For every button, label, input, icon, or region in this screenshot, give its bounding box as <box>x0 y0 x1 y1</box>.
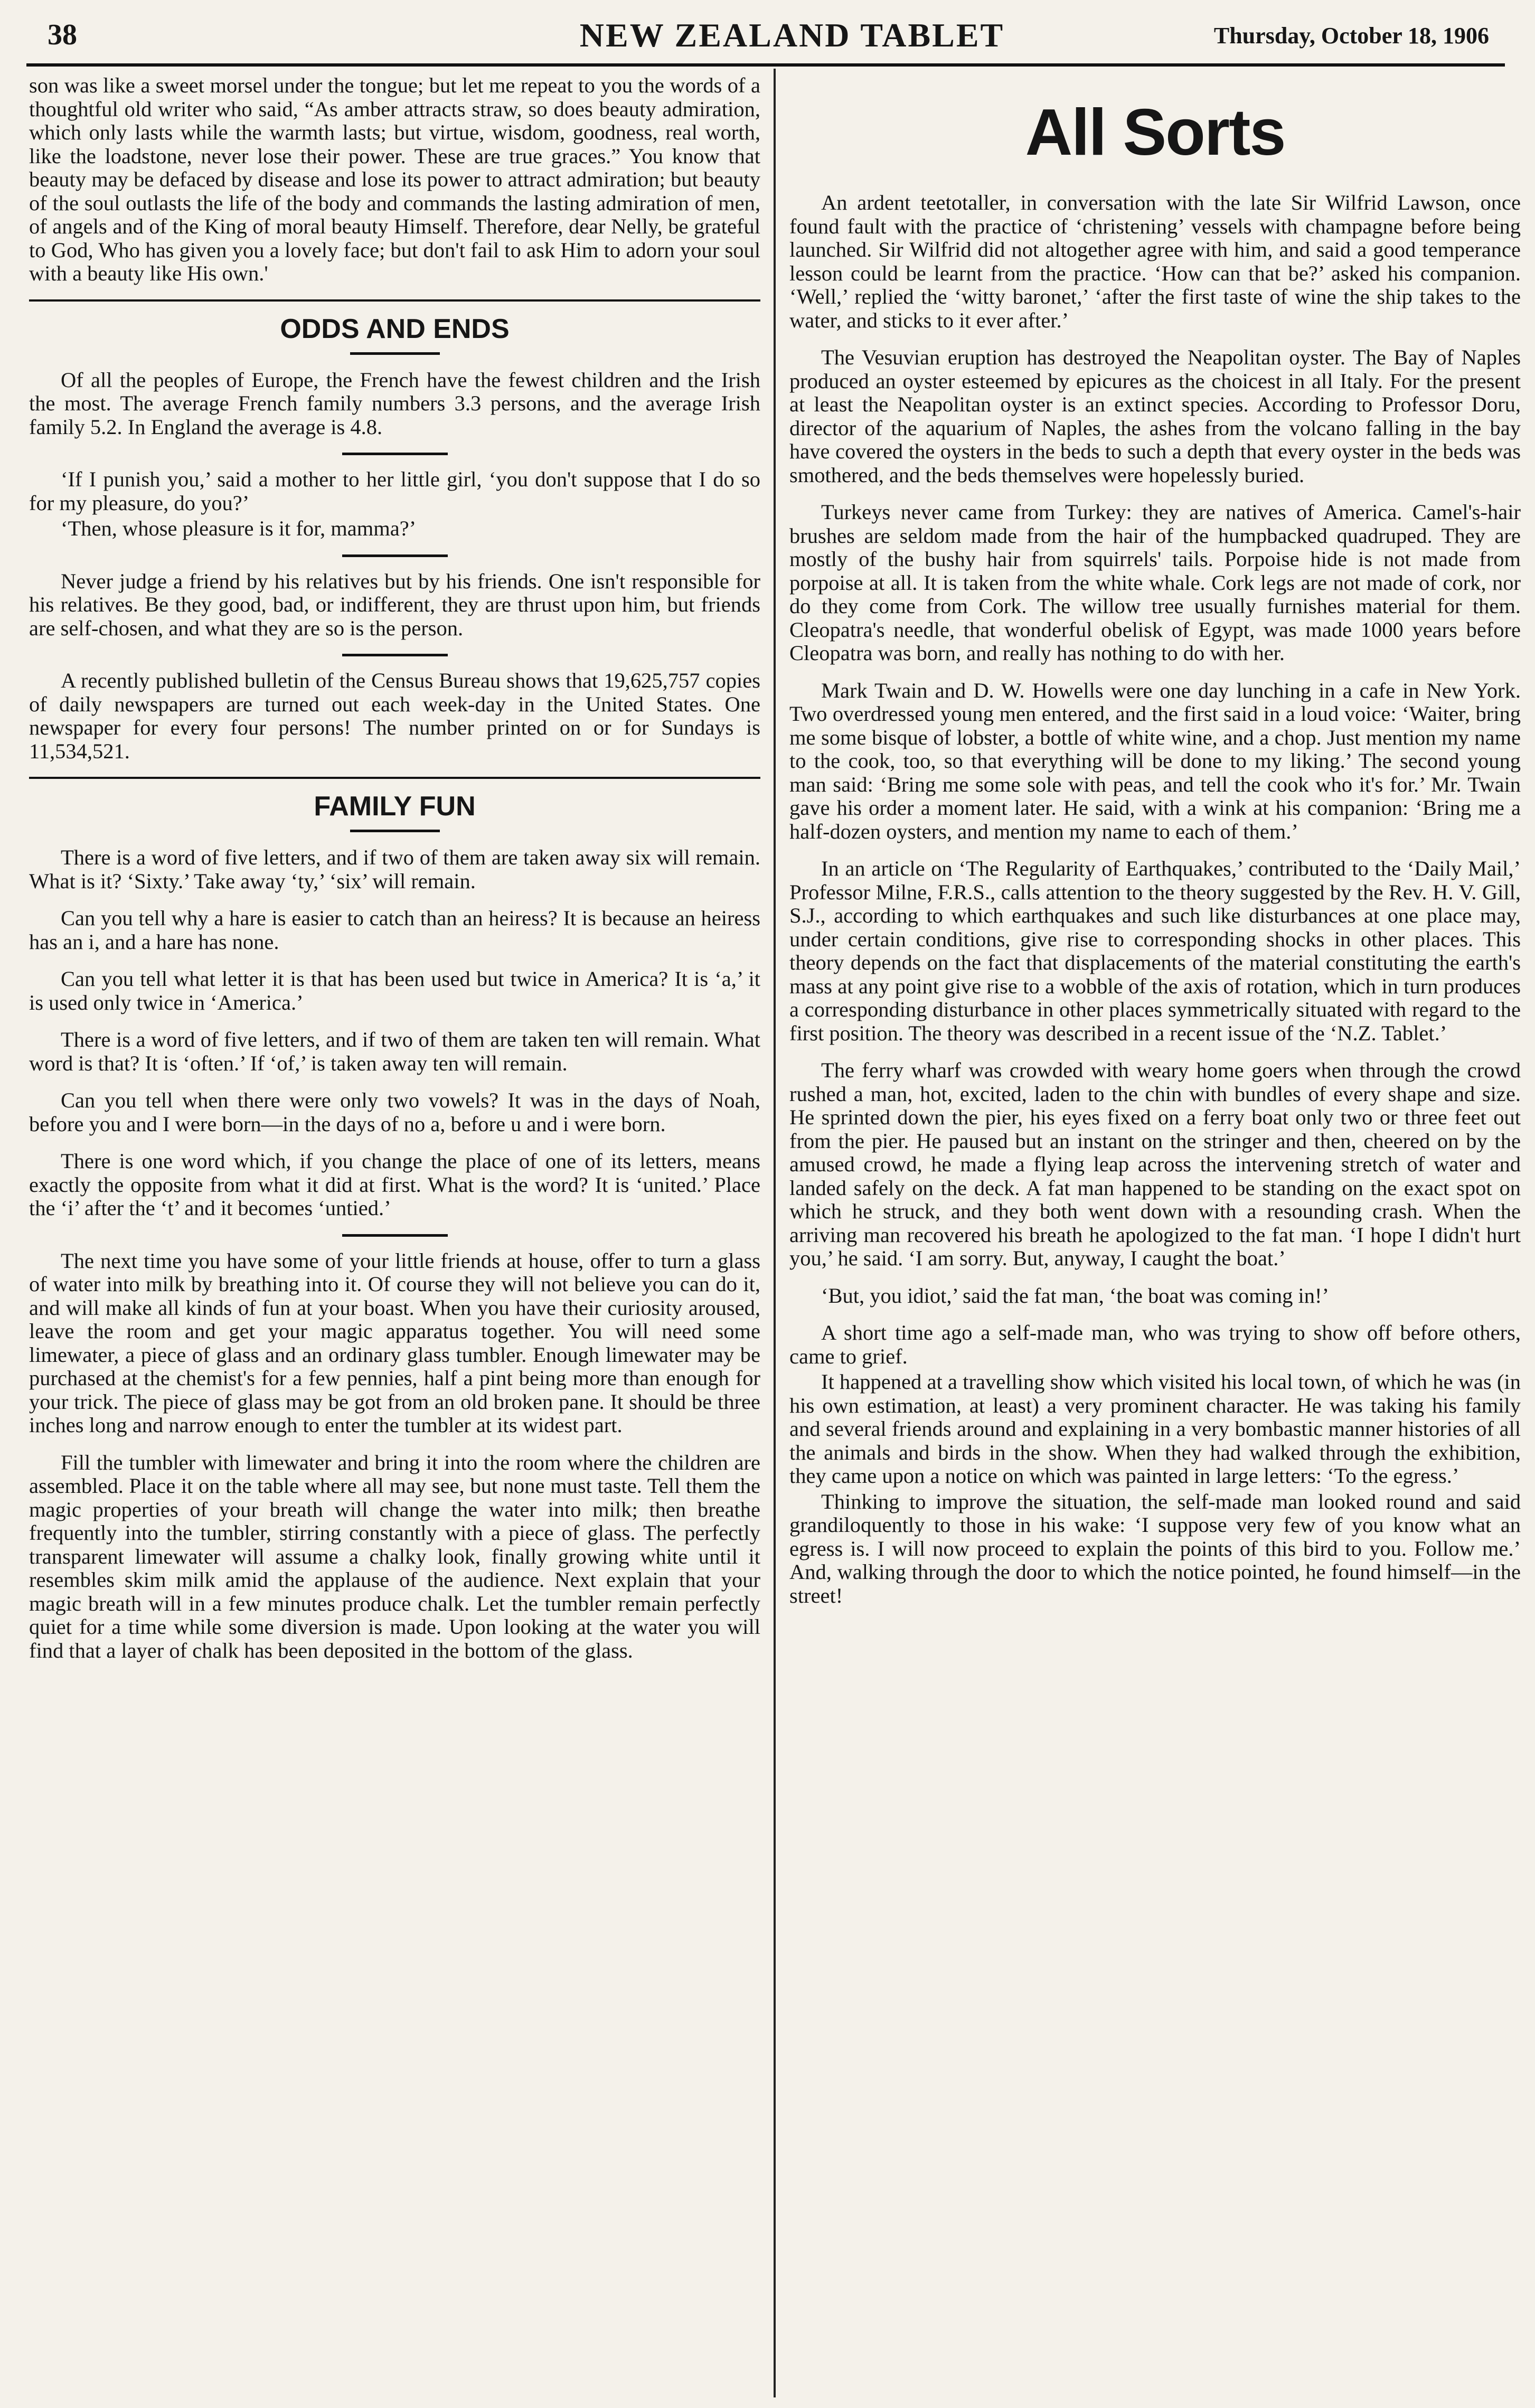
fun-item: Can you tell when there were only two vowels? It was in the days of Noah, before you and I were born—in the days of no a, before u and i were born. <box>29 1088 760 1136</box>
fun-item: Can you tell what letter it is that has been used but twice in America? It is ‘a,’ it is used only twice in ‘America.’ <box>29 967 760 1014</box>
all-sorts-item: The Vesuvian eruption has destroyed the Neapolitan oyster. The Bay of Naples produced an oyster esteemed by epicures as the choicest in all Italy. For the present at least the Neapolitan oyster is an extinct species. According to Professor Doru, director of the aquarium of Naples, the ashes from the volcano falling in the bay have covered the oysters in the beds to such a depth that every oyster in the beds was smothered, and the beds themselves were hopelessly buried. <box>789 345 1521 487</box>
item-separator <box>342 554 448 557</box>
right-column <box>789 74 1521 2397</box>
trick-paragraph: Fill the tumbler with limewater and bring it into the room where the children are assembled. Place it on the table where all may see, but none must taste. Tell them the magic properties of your breath will change the water into milk; then breathe frequently into the tumbler, stirring constantly with a piece of glass. The perfectly transparent limewater will assume a chalky look, finally growing white until it resembles skim milk amid the applause of the audience. Next explain that your magic breath will in a few minutes produce chalk. Let the tumbler remain perfectly quiet for a time while some diversion is made. Upon looking at the water you will find that a layer of chalk has been deposited in the bottom of the glass. <box>29 1450 760 1662</box>
issue-date: Thursday, October 18, 1906 <box>1213 23 1489 49</box>
trick-paragraph: The next time you have some of your little friends at house, offer to turn a glass of water into milk by breathing into it. Of course they will not believe you can do it, and will make all kinds of fun at your boast. When you have their curiosity aroused, leave the room and get your magic apparatus together. You will need some limewater, a piece of glass and an ordinary glass tumbler. Enough limewater may be purchased at the chemist's for a few pennies, half a pint being more than enough for your trick. The piece of glass may be got from an old broken pane. It should be three inches long and narrow enough to enter the tumbler at its widest part. <box>29 1248 760 1437</box>
page-number: 38 <box>48 18 77 51</box>
odds-item: ‘Then, whose pleasure is it for, mamma?’ <box>61 516 417 540</box>
masthead <box>26 11 1505 67</box>
odds-item: Of all the peoples of Europe, the French have the fewest children and the Irish the most. The average French family numbers 3.3 persons, and the average Irish family 5.2. In England the average is 4.8. <box>29 368 760 439</box>
all-sorts-item: In an article on ‘The Regularity of Earthquakes,’ contributed to the ‘Daily Mail,’ Professor Milne, F.R.S., calls attention to the theory suggested by the Rev. H. V. Gill, S.J., according to which earthquakes and such like disturbances at one place may, under certain conditions, give rise to corresponding shocks in other places. This theory depends on the fact that displacements of the material constituting the earth's mass at any point give rise to a wobble of the axis of rotation, which in turn produces a corresponding disturbance in other places symmetrically situated with regard to the first position. The theory was described in a recent issue of the ‘N.Z. Tablet.’ <box>789 857 1521 1045</box>
all-sorts-item: It happened at a travelling show which visited his local town, of which he was (in his own estimation, at least) a very prominent character. He was taking his family and several friends around and explaining in a very bombastic manner histories of all the animals and birds in the show. When they had walked through the exhibition, they came upon a notice on which was painted in large letters: ‘To the egress.’ <box>789 1370 1521 1488</box>
left-column <box>29 74 760 2397</box>
fun-item: Can you tell why a hare is easier to catch than an heiress? It is because an heiress has an i, and a hare has none. <box>29 906 760 954</box>
odds-item: A recently published bulletin of the Census Bureau shows that 19,625,757 copies of daily newspapers are turned out each week-day in the United States. One newspaper for every four persons! The number printed on or for Sundays is 11,534,521. <box>29 669 760 763</box>
odds-item: Never judge a friend by his relatives but by his friends. One isn't responsible for his relatives. Be they good, bad, or indifferent, they are thrust upon him, but friends are self-chosen, and what they are so is the person. <box>29 569 760 640</box>
item-separator <box>342 654 448 656</box>
section-heading-all-sorts: All Sorts <box>1025 96 1285 169</box>
section-heading-odds-and-ends: ODDS AND ENDS <box>29 299 760 345</box>
odds-item: ‘If I punish you,’ said a mother to her little girl, ‘you don't suppose that I do so for my pleasure, do you?’ <box>29 467 760 515</box>
all-sorts-item: Mark Twain and D. W. Howells were one day lunching in a cafe in New York. Two overdressed young men entered, and the first said in a loud voice: ‘Waiter, bring me some bisque of lobster, a bottle of white wine, and a chop. Just mention my name to the cook, too, so that everything will be done to my liking.’ The second young man said: ‘Bring me some sole with peas, and tell the cook who it's for.’ Mr. Twain gave his order a moment later. He said, with a wink at his companion: ‘Bring me a half-dozen oysters, and mention my name to each of them.’ <box>789 678 1521 843</box>
all-sorts-item: Turkeys never came from Turkey: they are natives of America. Camel's-hair brushes are seldom made from the hair of the humpbacked quadruped. They are mostly of the bushy hair from squirrels' tails. Porpoise hide is not made from porpoise at all. It is taken from the white whale. Cork legs are not made of cork, nor do they come from Cork. The willow tree usually furnishes material for them. Cleopatra's needle, that wonderful obelisk of Egypt, was made 1000 years before Cleopatra was born, and really has nothing to do with her. <box>789 500 1521 665</box>
heading-rule <box>350 352 440 355</box>
all-sorts-item: A short time ago a self-made man, who was trying to show off before others, came to grief. <box>789 1321 1521 1368</box>
column-divider <box>774 69 776 2397</box>
heading-rule <box>350 830 440 832</box>
all-sorts-item: Thinking to improve the situation, the self-made man looked round and said grandiloquently to those in his wake: ‘I suppose very few of you know what an egress is. I will now proceed to explain the points of this bird to you. Follow me.’ And, walking through the door to which the notice pointed, he found himself—in the street! <box>789 1489 1521 1607</box>
newspaper-title: NEW ZEALAND TABLET <box>579 16 1005 54</box>
all-sorts-item: ‘But, you idiot,’ said the fat man, ‘the boat was coming in!’ <box>821 1283 1330 1308</box>
item-separator <box>342 453 448 455</box>
article-continuation: son was like a sweet morsel under the tongue; but let me repeat to you the words of a thoughtful old writer who said, “As amber attracts straw, so does beauty admiration, which only lasts while the warmth lasts; but virtue, wisdom, goodness, real worth, like the loadstone, never lose their power. These are true graces.” You know that beauty may be defaced by disease and lose its power to attract admiration; but beauty of the soul outlasts the life of the body and commands the lasting admiration of men, of angels and of the King of moral beauty Himself. Therefore, dear Nelly, be grateful to God, Who has given you a lovely face; but don't fail to ask Him to adorn your soul with a beauty like His own.' <box>29 74 760 285</box>
fun-item: There is a word of five letters, and if two of them are taken ten will remain. What word is that? It is ‘often.’ If ‘of,’ is taken away ten will remain. <box>29 1028 760 1075</box>
fun-item: There is one word which, if you change the place of one of its letters, means exactly the opposite from what it did at first. What is the word? It is ‘united.’ Place the ‘i’ after the ‘t’ and it becomes ‘untied.’ <box>29 1149 760 1220</box>
fun-item: There is a word of five letters, and if two of them are taken away six will remain. What is it? ‘Sixty.’ Take away ‘ty,’ ‘six’ will remain. <box>29 845 760 893</box>
all-sorts-item: An ardent teetotaller, in conversation with the late Sir Wilfrid Lawson, once found fault with the practice of ‘christening’ vessels with champagne before being launched. Sir Wilfrid did not altogether agree with him, and said a good temperance lesson could be learnt from the practice. ‘How can that be?’ asked his companion. ‘Well,’ replied the ‘witty baronet,’ ‘after the first taste of wine the ship takes to the water, and sticks to it ever after.’ <box>789 191 1521 332</box>
section-heading-family-fun: FAMILY FUN <box>29 777 760 822</box>
all-sorts-item: The ferry wharf was crowded with weary home goers when through the crowd rushed a man, hot, excited, laden to the chin with bundles of every shape and size. He sprinted down the pier, his eyes fixed on a ferry boat only two or three feet out from the pier. He paused but an instant on the stringer and then, cheered on by the amused crowd, he made a flying leap across the intervening stretch of water and landed safely on the deck. A fat man happened to be standing on the exact spot on which he struck, and they both went down with a resounding crash. When the arriving man recovered his breath he apologized to the fat man. ‘I hope I didn't hurt you,’ he said. ‘I am sorry. But, anyway, I caught the boat.’ <box>789 1058 1521 1270</box>
item-separator <box>342 1234 448 1237</box>
